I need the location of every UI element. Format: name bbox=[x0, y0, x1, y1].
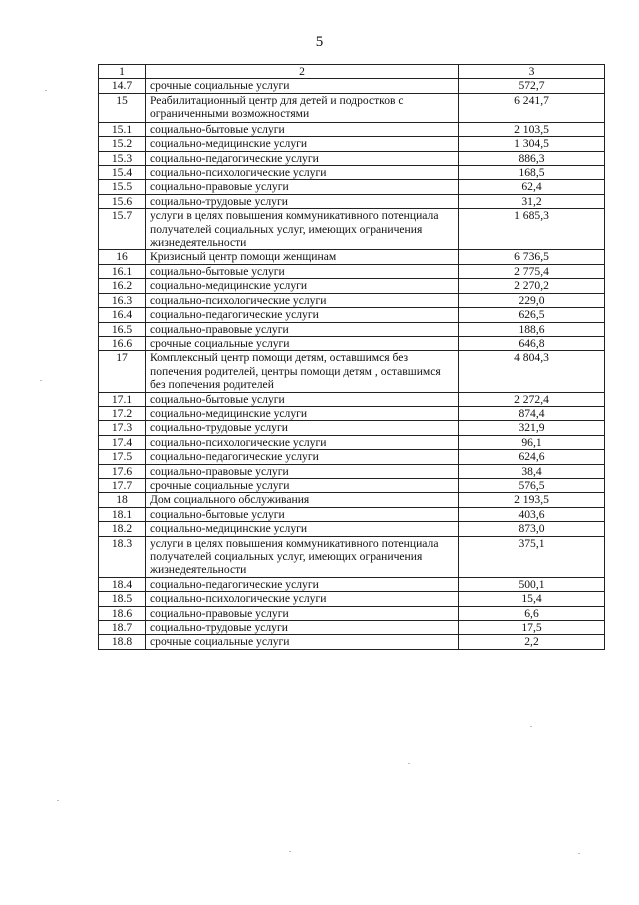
row-number: 18.4 bbox=[99, 577, 146, 591]
table-row bbox=[99, 351, 605, 392]
row-amount: 6 736,5 bbox=[459, 250, 605, 264]
row-number: 15.5 bbox=[99, 180, 146, 194]
services-table bbox=[98, 64, 605, 650]
table-row bbox=[99, 536, 605, 577]
row-number: 16.5 bbox=[99, 322, 146, 336]
row-number: 15.2 bbox=[99, 137, 146, 151]
row-service-name: социально-бытовые услуги bbox=[146, 264, 459, 278]
row-number: 15 bbox=[99, 93, 146, 122]
table-row bbox=[99, 392, 605, 406]
row-amount: 96,1 bbox=[459, 435, 605, 449]
row-amount: 6 241,7 bbox=[459, 93, 605, 122]
table-row bbox=[99, 592, 605, 606]
table-row bbox=[99, 606, 605, 620]
scan-speck bbox=[57, 800, 59, 801]
row-amount: 168,5 bbox=[459, 166, 605, 180]
scan-speck bbox=[408, 763, 410, 764]
row-number: 14.7 bbox=[99, 79, 146, 93]
table-row bbox=[99, 194, 605, 208]
row-service-name: социально-педагогические услуги bbox=[146, 450, 459, 464]
row-amount: 2 272,4 bbox=[459, 392, 605, 406]
table-row bbox=[99, 522, 605, 536]
scan-speck bbox=[578, 853, 580, 854]
row-amount: 1 304,5 bbox=[459, 137, 605, 151]
table-row bbox=[99, 507, 605, 521]
row-amount: 321,9 bbox=[459, 421, 605, 435]
row-amount: 229,0 bbox=[459, 293, 605, 307]
table-row bbox=[99, 209, 605, 250]
table-row bbox=[99, 122, 605, 136]
row-amount: 2 193,5 bbox=[459, 493, 605, 507]
table-row bbox=[99, 180, 605, 194]
row-service-name: социально-медицинские услуги bbox=[146, 137, 459, 151]
row-service-name: социально-психологические услуги bbox=[146, 592, 459, 606]
header-col-2: 2 bbox=[146, 65, 459, 79]
table-row bbox=[99, 635, 605, 649]
row-amount: 874,4 bbox=[459, 406, 605, 420]
table-row bbox=[99, 406, 605, 420]
row-amount: 500,1 bbox=[459, 577, 605, 591]
row-number: 18.8 bbox=[99, 635, 146, 649]
row-amount: 576,5 bbox=[459, 478, 605, 492]
row-number: 17.6 bbox=[99, 464, 146, 478]
row-service-name: социально-бытовые услуги bbox=[146, 507, 459, 521]
row-amount: 2 103,5 bbox=[459, 122, 605, 136]
table-row bbox=[99, 336, 605, 350]
row-service-name: социально-педагогические услуги bbox=[146, 577, 459, 591]
row-amount: 2 775,4 bbox=[459, 264, 605, 278]
row-service-name: социально-психологические услуги bbox=[146, 166, 459, 180]
row-amount: 188,6 bbox=[459, 322, 605, 336]
scan-speck bbox=[289, 851, 291, 852]
row-amount: 2 270,2 bbox=[459, 279, 605, 293]
row-amount: 4 804,3 bbox=[459, 351, 605, 392]
row-number: 16.2 bbox=[99, 279, 146, 293]
table-row bbox=[99, 279, 605, 293]
row-service-name: социально-психологические услуги bbox=[146, 293, 459, 307]
row-service-name: услуги в целях повышения коммуникативного потенциала получателей социальных услуг, имеющих ограничения жизнедеятельности bbox=[146, 209, 459, 250]
table-row bbox=[99, 493, 605, 507]
row-number: 16.1 bbox=[99, 264, 146, 278]
row-service-name: социально-правовые услуги bbox=[146, 464, 459, 478]
header-col-3: 3 bbox=[459, 65, 605, 79]
scan-speck bbox=[45, 90, 47, 91]
row-service-name: социально-медицинские услуги bbox=[146, 406, 459, 420]
row-service-name: социально-педагогические услуги bbox=[146, 151, 459, 165]
table-row bbox=[99, 166, 605, 180]
row-number: 15.4 bbox=[99, 166, 146, 180]
scan-speck bbox=[40, 380, 42, 381]
row-number: 18.6 bbox=[99, 606, 146, 620]
row-number: 16.4 bbox=[99, 308, 146, 322]
row-number: 16.3 bbox=[99, 293, 146, 307]
scan-speck bbox=[530, 726, 532, 727]
table-header-row bbox=[99, 65, 605, 79]
table-row bbox=[99, 435, 605, 449]
row-number: 17.2 bbox=[99, 406, 146, 420]
page-number: 5 bbox=[315, 34, 324, 50]
table-row bbox=[99, 293, 605, 307]
table-row bbox=[99, 308, 605, 322]
header-col-1: 1 bbox=[99, 65, 146, 79]
row-number: 17.4 bbox=[99, 435, 146, 449]
row-amount: 1 685,3 bbox=[459, 209, 605, 250]
row-number: 17.3 bbox=[99, 421, 146, 435]
table-row bbox=[99, 151, 605, 165]
table-row bbox=[99, 322, 605, 336]
row-service-name: социально-трудовые услуги bbox=[146, 621, 459, 635]
row-amount: 626,5 bbox=[459, 308, 605, 322]
row-number: 15.1 bbox=[99, 122, 146, 136]
row-service-name: социально-трудовые услуги bbox=[146, 194, 459, 208]
table-row bbox=[99, 478, 605, 492]
table-row bbox=[99, 250, 605, 264]
row-service-name: социально-трудовые услуги bbox=[146, 421, 459, 435]
table-row bbox=[99, 450, 605, 464]
row-amount: 375,1 bbox=[459, 536, 605, 577]
table-row bbox=[99, 464, 605, 478]
row-amount: 646,8 bbox=[459, 336, 605, 350]
row-service-name: срочные социальные услуги bbox=[146, 478, 459, 492]
row-amount: 873,0 bbox=[459, 522, 605, 536]
row-service-name: социально-правовые услуги bbox=[146, 180, 459, 194]
row-number: 17.1 bbox=[99, 392, 146, 406]
table-row bbox=[99, 79, 605, 93]
row-amount: 403,6 bbox=[459, 507, 605, 521]
row-number: 15.7 bbox=[99, 209, 146, 250]
table-row bbox=[99, 621, 605, 635]
row-amount: 31,2 bbox=[459, 194, 605, 208]
row-number: 16.6 bbox=[99, 336, 146, 350]
row-service-name: социально-медицинские услуги bbox=[146, 279, 459, 293]
row-number: 15.6 bbox=[99, 194, 146, 208]
row-number: 16 bbox=[99, 250, 146, 264]
table-row bbox=[99, 93, 605, 122]
row-service-name: социально-правовые услуги bbox=[146, 606, 459, 620]
row-number: 18.2 bbox=[99, 522, 146, 536]
row-amount: 624,6 bbox=[459, 450, 605, 464]
row-amount: 6,6 bbox=[459, 606, 605, 620]
row-service-name: социально-бытовые услуги bbox=[146, 392, 459, 406]
row-service-name: социально-бытовые услуги bbox=[146, 122, 459, 136]
row-number: 18.1 bbox=[99, 507, 146, 521]
row-amount: 62,4 bbox=[459, 180, 605, 194]
row-number: 18.3 bbox=[99, 536, 146, 577]
row-service-name: срочные социальные услуги bbox=[146, 79, 459, 93]
table-row bbox=[99, 137, 605, 151]
row-service-name: Дом социального обслуживания bbox=[146, 493, 459, 507]
row-amount: 15,4 bbox=[459, 592, 605, 606]
row-service-name: социально-педагогические услуги bbox=[146, 308, 459, 322]
row-number: 17.7 bbox=[99, 478, 146, 492]
row-amount: 17,5 bbox=[459, 621, 605, 635]
row-number: 17.5 bbox=[99, 450, 146, 464]
row-number: 17 bbox=[99, 351, 146, 392]
row-amount: 2,2 bbox=[459, 635, 605, 649]
row-service-name: услуги в целях повышения коммуникативного потенциала получателей социальных услуг, имеющих ограничения жизнедеятельности bbox=[146, 536, 459, 577]
row-number: 15.3 bbox=[99, 151, 146, 165]
row-service-name: социально-правовые услуги bbox=[146, 322, 459, 336]
row-amount: 572,7 bbox=[459, 79, 605, 93]
row-number: 18.7 bbox=[99, 621, 146, 635]
row-service-name: срочные социальные услуги bbox=[146, 635, 459, 649]
table-body bbox=[99, 65, 605, 650]
table-row bbox=[99, 577, 605, 591]
row-amount: 38,4 bbox=[459, 464, 605, 478]
row-amount: 886,3 bbox=[459, 151, 605, 165]
row-number: 18.5 bbox=[99, 592, 146, 606]
table-row bbox=[99, 264, 605, 278]
row-service-name: Комплексный центр помощи детям, оставшимся без попечения родителей, центры помощи детям , оставшимся без попечения родителей bbox=[146, 351, 459, 392]
row-service-name: Кризисный центр помощи женщинам bbox=[146, 250, 459, 264]
table-row bbox=[99, 421, 605, 435]
row-number: 18 bbox=[99, 493, 146, 507]
row-service-name: социально-психологические услуги bbox=[146, 435, 459, 449]
row-service-name: социально-медицинские услуги bbox=[146, 522, 459, 536]
row-service-name: срочные социальные услуги bbox=[146, 336, 459, 350]
row-service-name: Реабилитационный центр для детей и подростков с ограниченными возможностями bbox=[146, 93, 459, 122]
